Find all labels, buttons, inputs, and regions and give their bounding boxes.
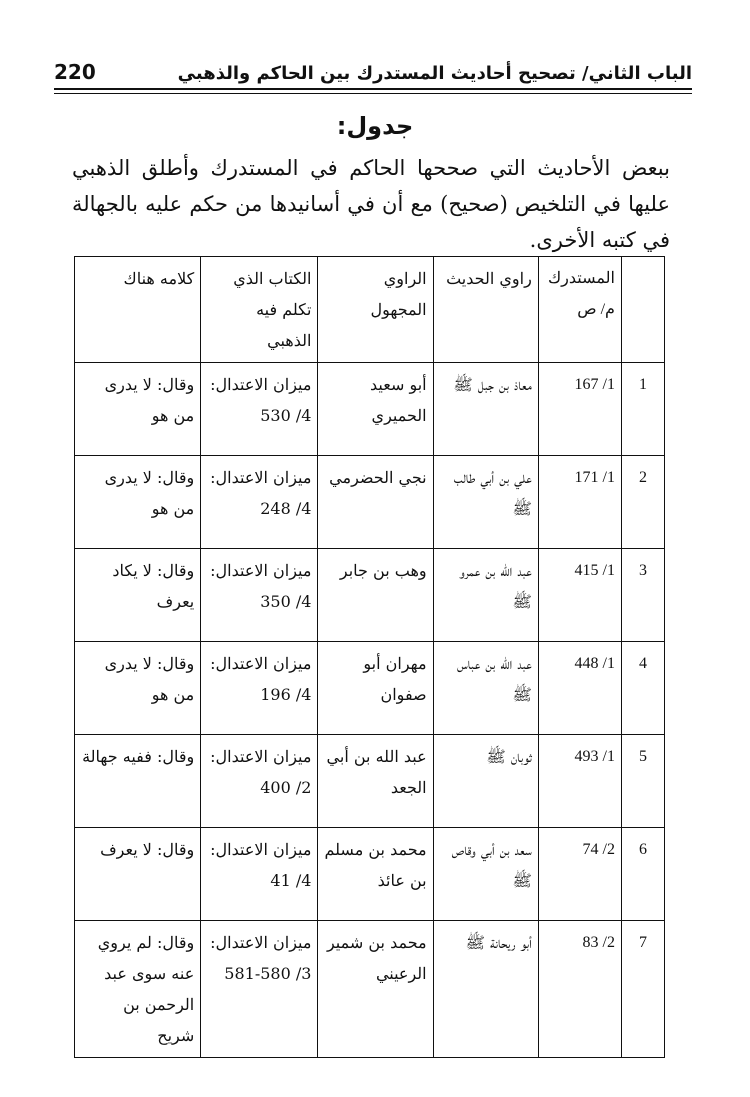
header-book: الكتاب الذي تكلم فيه الذهبي	[201, 257, 318, 363]
hadith-narrator: معاذ بن جبل ﷺ	[433, 363, 538, 456]
hadith-narrator: أبو ريحانة ﷺ	[433, 921, 538, 1058]
intro-paragraph: ببعض الأحاديث التي صححها الحاكم في المستدرك وأطلق الذهبي عليها في التلخيص (صحيح) مع أن في أسانيدها من حكم عليه بالجهالة في كتبه الأخرى.	[72, 156, 670, 252]
row-number: 2	[621, 456, 664, 549]
header-number	[621, 257, 664, 363]
section-heading: جدول:	[336, 112, 414, 140]
page-number: 220	[54, 60, 96, 84]
remark: وقال: ففيه جهالة	[75, 735, 201, 828]
book-reference: ميزان الاعتدال: 4/ 530	[201, 363, 318, 456]
mustadrak-ref: 1/ 415	[538, 549, 621, 642]
hadith-narrator: علي بن أبي طالب ﷺ	[433, 456, 538, 549]
mustadrak-ref: 2/ 74	[538, 828, 621, 921]
row-number: 6	[621, 828, 664, 921]
book-reference: ميزان الاعتدال: 4/ 196	[201, 642, 318, 735]
remark: وقال: لم يروي عنه سوى عبد الرحمن بن شريح	[75, 921, 201, 1058]
remark: وقال: لا يدرى من هو	[75, 642, 201, 735]
table-row	[75, 456, 665, 549]
mustadrak-ref: 1/ 493	[538, 735, 621, 828]
running-title: الباب الثاني/ تصحيح أحاديث المستدرك بين الحاكم والذهبي	[177, 63, 692, 84]
book-reference: ميزان الاعتدال: 4/ 41	[201, 828, 318, 921]
hadith-narrator: سعد بن أبي وقاص ﷺ	[433, 828, 538, 921]
header-divider	[54, 88, 692, 94]
table-row	[75, 828, 665, 921]
mustadrak-ref: 2/ 83	[538, 921, 621, 1058]
hadith-table	[74, 256, 665, 1058]
table-row	[75, 549, 665, 642]
book-reference: ميزان الاعتدال: 4/ 350	[201, 549, 318, 642]
unknown-narrator: عبد الله بن أبي الجعد	[318, 735, 433, 828]
row-number: 4	[621, 642, 664, 735]
unknown-narrator: وهب بن جابر	[318, 549, 433, 642]
row-number: 1	[621, 363, 664, 456]
mustadrak-ref: 1/ 448	[538, 642, 621, 735]
unknown-narrator: محمد بن شمير الرعيني	[318, 921, 433, 1058]
header-remark: كلامه هناك	[75, 257, 201, 363]
header-mustadrak-ref: المستدرك م/ ص	[538, 257, 621, 363]
row-number: 7	[621, 921, 664, 1058]
mustadrak-ref: 1/ 171	[538, 456, 621, 549]
mustadrak-ref: 1/ 167	[538, 363, 621, 456]
remark: وقال: لا يعرف	[75, 828, 201, 921]
hadith-narrator: عبد الله بن عباس ﷺ	[433, 642, 538, 735]
unknown-narrator: نجي الحضرمي	[318, 456, 433, 549]
unknown-narrator: محمد بن مسلم بن عائذ	[318, 828, 433, 921]
book-reference: ميزان الاعتدال: 3/ 580-581	[201, 921, 318, 1058]
table-row	[75, 735, 665, 828]
header-unknown-narrator: الراوي المجهول	[318, 257, 433, 363]
hadith-narrator: عبد الله بن عمرو ﷺ	[433, 549, 538, 642]
remark: وقال: لا يدرى من هو	[75, 363, 201, 456]
table-header-row	[75, 257, 665, 363]
row-number: 5	[621, 735, 664, 828]
remark: وقال: لا يكاد يعرف	[75, 549, 201, 642]
page-header	[54, 48, 692, 88]
table-row	[75, 363, 665, 456]
unknown-narrator: مهران أبو صفوان	[318, 642, 433, 735]
remark: وقال: لا يدرى من هو	[75, 456, 201, 549]
book-reference: ميزان الاعتدال: 2/ 400	[201, 735, 318, 828]
hadith-table-wrapper	[74, 256, 665, 1058]
hadith-narrator: ثوبان ﷺ	[433, 735, 538, 828]
header-hadith-narrator: راوي الحديث	[433, 257, 538, 363]
row-number: 3	[621, 549, 664, 642]
book-reference: ميزان الاعتدال: 4/ 248	[201, 456, 318, 549]
unknown-narrator: أبو سعيد الحميري	[318, 363, 433, 456]
table-row	[75, 921, 665, 1058]
table-row	[75, 642, 665, 735]
